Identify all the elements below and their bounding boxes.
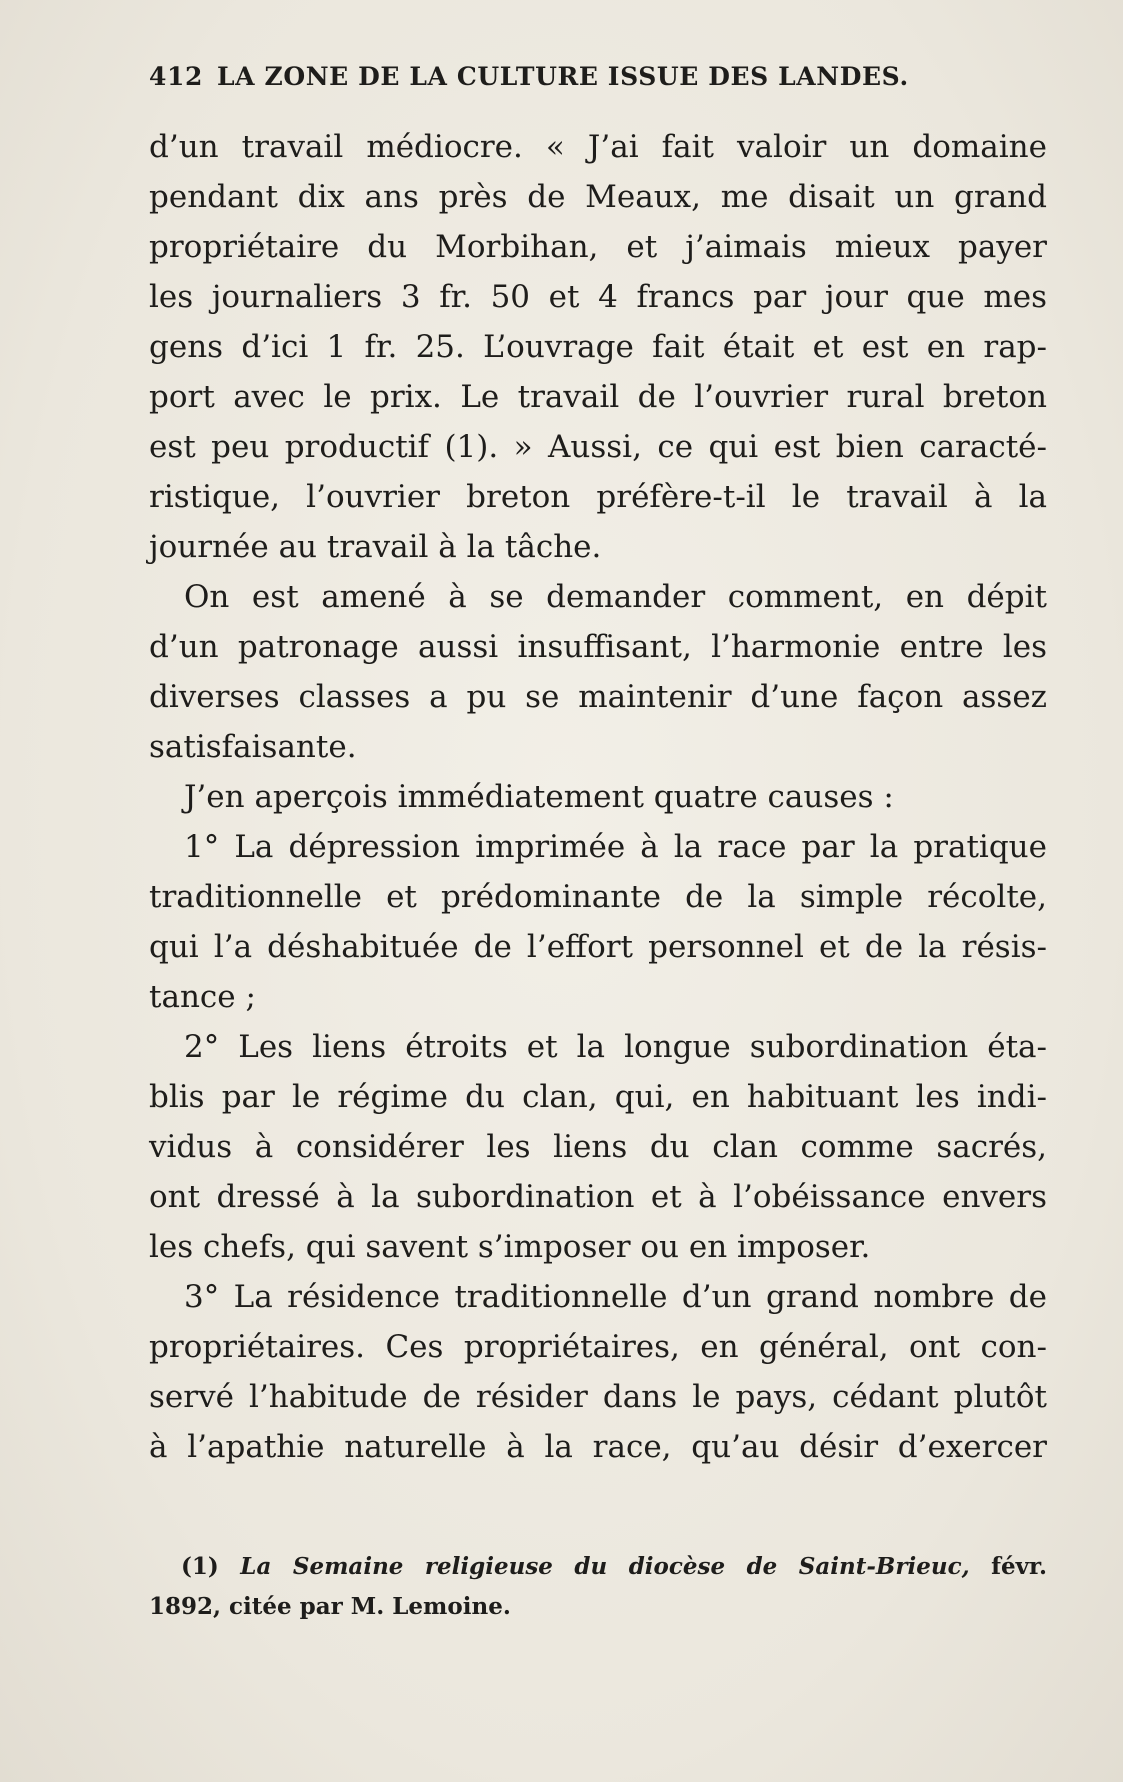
text-line: gens d’ici 1 fr. 25. L’ouvrage fait était et est en rap-: [149, 329, 1047, 365]
text-line: tance ;: [149, 979, 256, 1015]
text-line: propriétaires. Ces propriétaires, en général, ont con-: [149, 1329, 1047, 1365]
text-line: pendant dix ans près de Meaux, me disait un grand: [149, 179, 1047, 215]
text-line: les chefs, qui savent s’imposer ou en imposer.: [149, 1229, 871, 1265]
footnote-line: [149, 1547, 1047, 1587]
text-line: 3° La résidence traditionnelle d’un grand nombre de: [184, 1279, 1047, 1315]
text-line: 1° La dépression imprimée à la race par la pratique: [184, 829, 1047, 865]
text-line: journée au travail à la tâche.: [149, 529, 602, 565]
page-number: 412: [149, 62, 203, 91]
footnote-marker: (1): [181, 1553, 219, 1580]
text-line: blis par le régime du clan, qui, en habituant les indi-: [149, 1079, 1047, 1115]
text-line: vidus à considérer les liens du clan comme sacrés,: [149, 1129, 1047, 1165]
text-line: propriétaire du Morbihan, et j’aimais mieux payer: [149, 229, 1047, 265]
text-line: est peu productif (1). » Aussi, ce qui est bien caracté-: [149, 429, 1047, 465]
text-line: qui l’a déshabituée de l’effort personnel et de la résis-: [149, 929, 1047, 965]
text-line: d’un patronage aussi insuffisant, l’harmonie entre les: [149, 629, 1047, 665]
text-line: J’en aperçois immédiatement quatre causes :: [184, 779, 894, 815]
text-line: servé l’habitude de résider dans le pays, cédant plutôt: [149, 1379, 1047, 1415]
text-line: traditionnelle et prédominante de la simple récolte,: [149, 879, 1047, 915]
text-line: satisfaisante.: [149, 729, 357, 765]
text-line: ristique, l’ouvrier breton préfère-t-il le travail à la: [149, 479, 1047, 515]
running-title: LA ZONE DE LA CULTURE ISSUE DES LANDES.: [217, 62, 909, 91]
footnote: [149, 1547, 1047, 1627]
footnote-text: févr.: [991, 1553, 1047, 1580]
text-line: les journaliers 3 fr. 50 et 4 francs par jour que mes: [149, 279, 1047, 315]
footnote-title: La Semaine religieuse du diocèse de Saint-Brieuc,: [240, 1553, 970, 1580]
text-line: à l’apathie naturelle à la race, qu’au désir d’exercer: [149, 1429, 1047, 1465]
text-line: 2° Les liens étroits et la longue subordination éta-: [184, 1029, 1047, 1065]
text-line: port avec le prix. Le travail de l’ouvrier rural breton: [149, 379, 1047, 415]
text-line: On est amené à se demander comment, en dépit: [184, 579, 1047, 615]
text-line: d’un travail médiocre. « J’ai fait valoir un domaine: [149, 129, 1047, 165]
footnote-line: 1892, citée par M. Lemoine.: [149, 1593, 511, 1620]
body-text: [149, 122, 1047, 1472]
text-line: ont dressé à la subordination et à l’obéissance envers: [149, 1179, 1047, 1215]
text-line: diverses classes a pu se maintenir d’une façon assez: [149, 679, 1047, 715]
running-head: [149, 62, 974, 91]
